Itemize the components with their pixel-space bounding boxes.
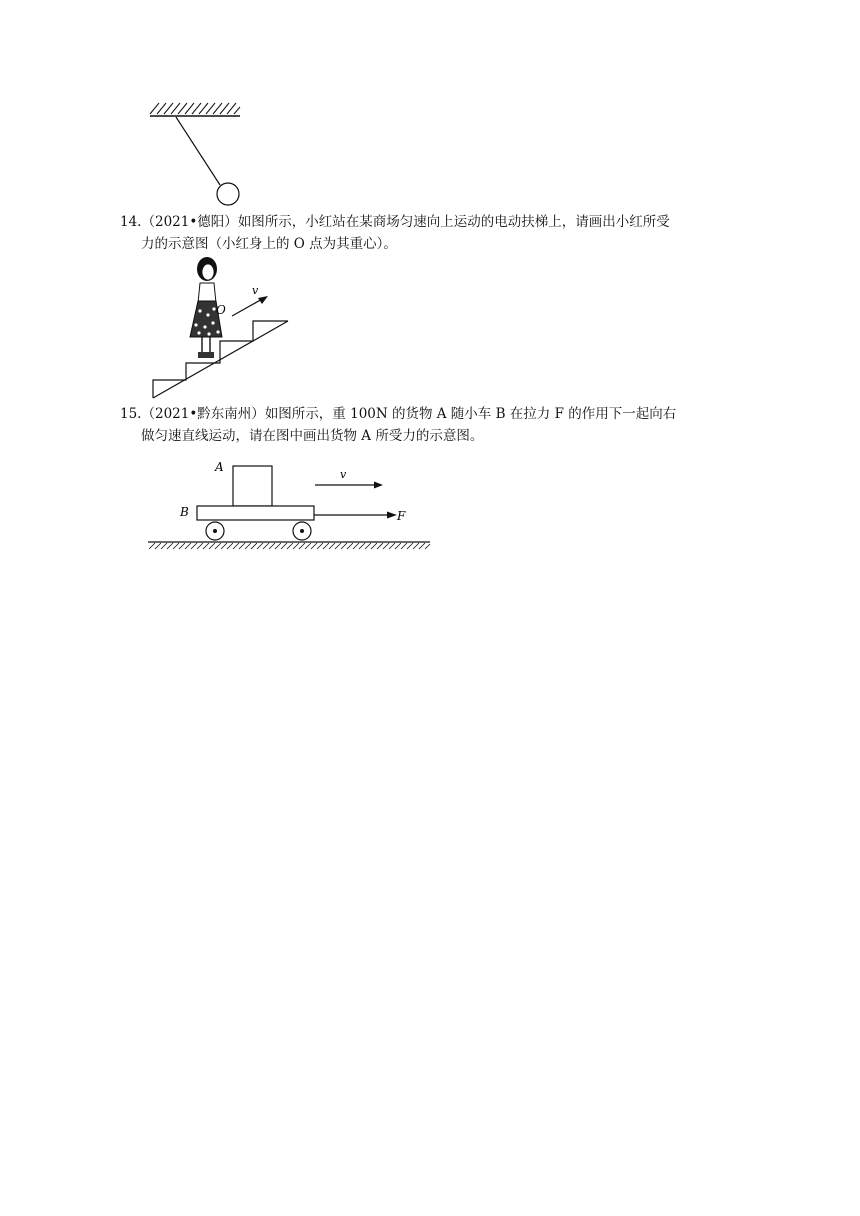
force-arrowhead <box>387 512 397 519</box>
cart-wheel-left <box>206 522 224 540</box>
question-15-number: 15. <box>120 406 142 422</box>
question-15-line1 <box>120 403 740 425</box>
cargo-label: A <box>215 460 224 474</box>
cargo-box <box>233 466 272 506</box>
question-14-source: （2021•德阳） <box>141 214 238 230</box>
question-15-source: （2021•黔东南州） <box>141 406 265 422</box>
cart-figure <box>145 458 435 553</box>
center-of-mass-label: O <box>216 303 226 317</box>
ground-hatch <box>149 543 430 549</box>
question-14-number: 14. <box>120 214 142 230</box>
question-14 <box>120 211 740 255</box>
velocity-arrow <box>232 298 264 316</box>
force-label: F <box>397 509 406 523</box>
cart-wheel-right <box>293 522 311 540</box>
question-14-line1 <box>120 211 740 233</box>
velocity-label: v <box>340 468 347 481</box>
ceiling-hatch <box>150 103 240 114</box>
question-15 <box>120 403 740 447</box>
velocity-label: v <box>252 284 259 297</box>
velocity-arrowhead <box>258 296 268 304</box>
velocity-arrowhead <box>374 482 383 489</box>
cart-body <box>197 506 314 520</box>
question-15-text-2: 做匀速直线运动，请在图中画出货物 A 所受力的示意图。 <box>141 428 484 444</box>
pendulum-figure <box>140 95 250 210</box>
pendulum-ball <box>217 183 239 205</box>
question-15-text-1: 如图所示，重 100N 的货物 A 随小车 B 在拉力 F 的作用下一起向右 <box>264 406 677 422</box>
pendulum-string <box>176 117 220 185</box>
escalator-figure <box>150 253 295 401</box>
cart-label: B <box>180 505 189 519</box>
question-14-text-1: 如图所示，小红站在某商场匀速向上运动的电动扶梯上，请画出小红所受 <box>237 214 670 230</box>
question-14-text-2: 力的示意图（小红身上的 O 点为其重心）。 <box>141 236 397 252</box>
